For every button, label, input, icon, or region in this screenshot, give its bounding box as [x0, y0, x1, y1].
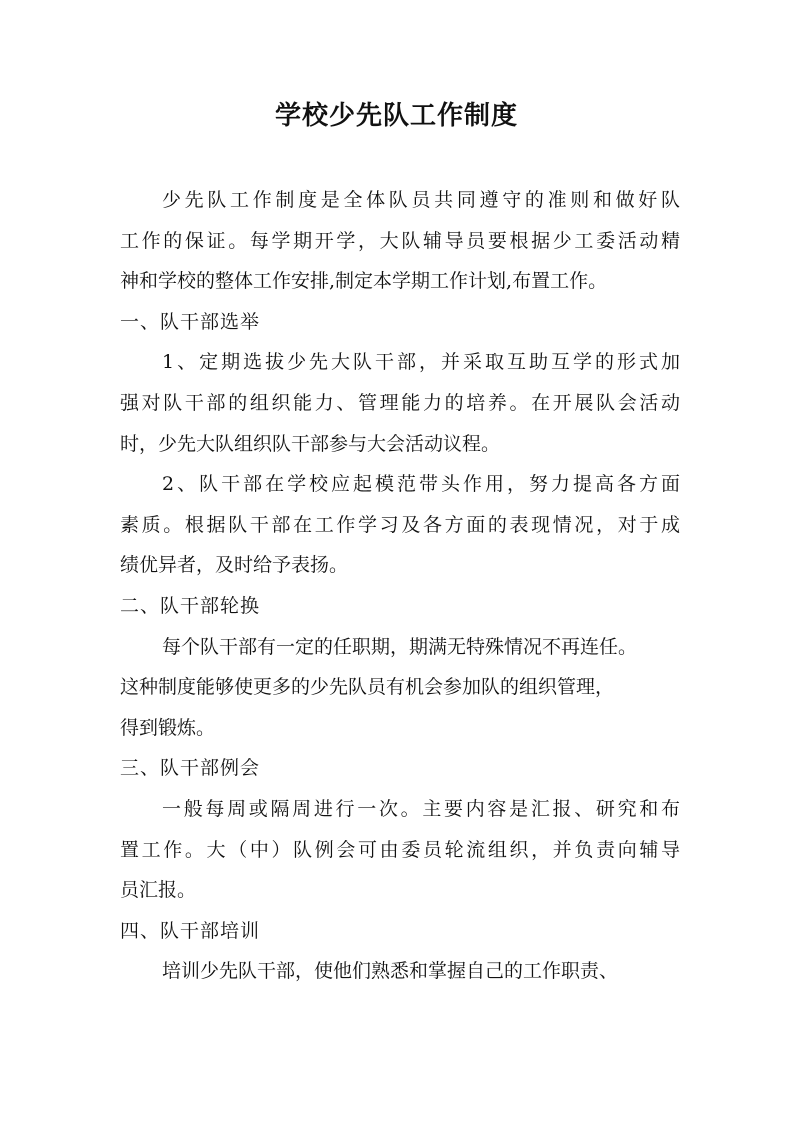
paragraph-line: 1、定期选拔少先大队干部，并采取互助互学的形式加	[162, 351, 680, 374]
document-title: 学校少先队工作制度	[274, 101, 518, 131]
section-heading: 三、队干部例会	[120, 757, 261, 780]
paragraph-line: 培训少先队干部，使他们熟悉和掌握自己的工作职责、	[162, 960, 619, 983]
paragraph-line: 强对队干部的组织能力、管理能力的培养。在开展队会活动	[120, 391, 680, 414]
paragraph-line: 置工作。大（中）队例会可由委员轮流组织，并负责向辅导	[120, 838, 680, 861]
paragraph-line: 每个队干部有一定的任职期，期满无特殊情况不再连任。	[162, 635, 638, 658]
section-heading: 一、队干部选举	[120, 310, 261, 333]
paragraph-line: 神和学校的整体工作安排,制定本学期工作计划,布置工作。	[120, 270, 608, 293]
paragraph-line: 这种制度能够使更多的少先队员有机会参加队的组织管理，	[120, 676, 615, 699]
paragraph-line: 一般每周或隔周进行一次。主要内容是汇报、研究和布	[162, 797, 680, 820]
document-body	[120, 180, 680, 992]
paragraph-line: 时，少先大队组织队干部参与大会活动议程。	[120, 432, 501, 455]
paragraph-line: 绩优异者，及时给予表扬。	[120, 554, 349, 577]
section-heading: 二、队干部轮换	[120, 594, 261, 617]
paragraph-line: 得到锻炼。	[120, 716, 216, 739]
paragraph-line: 少先队工作制度是全体队员共同遵守的准则和做好队	[162, 189, 680, 211]
paragraph-line: 员汇报。	[120, 879, 197, 902]
paragraph-line: 素质。根据队干部在工作学习及各方面的表现情况，对于成	[120, 513, 680, 536]
section-heading: 四、队干部培训	[120, 919, 261, 942]
paragraph-line: 工作的保证。每学期开学，大队辅导员要根据少工委活动精	[120, 229, 680, 252]
paragraph-line: 2、队干部在学校应起模范带头作用，努力提高各方面	[162, 473, 680, 496]
